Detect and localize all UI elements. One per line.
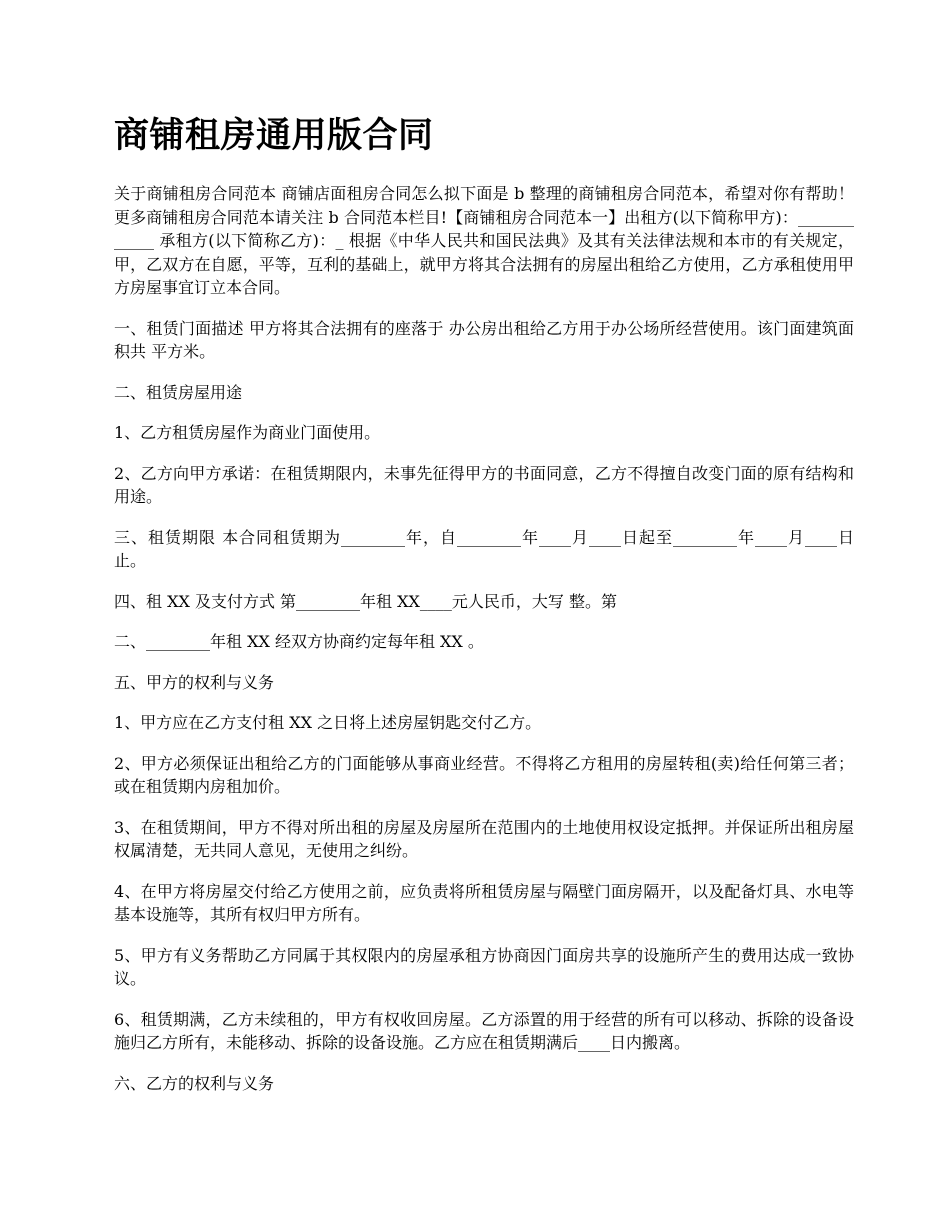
- section-5-heading: 五、甲方的权利与义务: [114, 672, 275, 692]
- intro-paragraph: 关于商铺租房合同范本 商铺店面租房合同怎么拟下面是 b 整理的商铺租房合同范本，希望对你有帮助！更多商铺租房合同范本请关注 b 合同范本栏目!【商铺租房合同范本一】出租方(以下简称甲方)：____________ 承租方(以下简称乙方)：_ 根据《中华人民共和国民法典》及其有关法律法规和本市的有关规定，甲，乙双方在自愿，平等，互利的基础上，就甲方将其合法拥有的房屋出租给乙方使用，乙方承租使用甲方房屋事宜订立本合同。: [114, 184, 854, 297]
- section-1-description: 一、租赁门面描述 甲方将其合法拥有的座落于 办公房出租给乙方用于办公场所经营使用。该门面建筑面积共 平方米。: [114, 318, 854, 361]
- document-title: 商铺租房通用版合同: [114, 115, 434, 156]
- section-5-item-4: 4、在甲方将房屋交付给乙方使用之前，应负责将所租赁房屋与隔壁门面房隔开，以及配备灯具、水电等基本设施等，其所有权归甲方所有。: [114, 881, 854, 924]
- section-6-heading: 六、乙方的权利与义务: [114, 1073, 275, 1093]
- section-5-item-3: 3、在租赁期间，甲方不得对所出租的房屋及房屋所在范围内的土地使用权设定抵押。并保证所出租房屋权属清楚，无共同人意见，无使用之纠纷。: [114, 817, 854, 860]
- section-5-item-2: 2、甲方必须保证出租给乙方的门面能够从事商业经营。不得将乙方租用的房屋转租(卖)给任何第三者；或在租赁期内房租加价。: [114, 753, 854, 796]
- section-4-rent-continued: 二、________年租 XX 经双方协商约定每年租 XX 。: [114, 632, 484, 651]
- section-2-heading: 二、租赁房屋用途: [114, 382, 243, 402]
- section-5-item-6: 6、租赁期满，乙方未续租的，甲方有权收回房屋。乙方添置的用于经营的所有可以移动、拆除的设备设施归乙方所有，未能移动、拆除的设备设施。乙方应在租赁期满后____日内搬离。: [114, 1009, 854, 1052]
- section-3-lease-term: 三、租赁期限 本合同租赁期为________年，自________年____月____日起至________年____月____日止。: [114, 527, 854, 570]
- section-4-rent-payment: 四、租 XX 及支付方式 第________年租 XX____元人民币，大写 整。第: [114, 591, 617, 611]
- section-2-item-2: 2、乙方向甲方承诺：在租赁期限内，未事先征得甲方的书面同意，乙方不得擅自改变门面的原有结构和用途。: [114, 463, 854, 506]
- document-body: [114, 182, 854, 1112]
- section-2-item-1: 1、乙方租赁房屋作为商业门面使用。: [114, 423, 381, 442]
- section-5-item-1: 1、甲方应在乙方支付租 XX 之日将上述房屋钥匙交付乙方。: [114, 713, 542, 732]
- section-5-item-5: 5、甲方有义务帮助乙方同属于其权限内的房屋承租方协商因门面房共享的设施所产生的费用达成一致协议。: [114, 945, 854, 988]
